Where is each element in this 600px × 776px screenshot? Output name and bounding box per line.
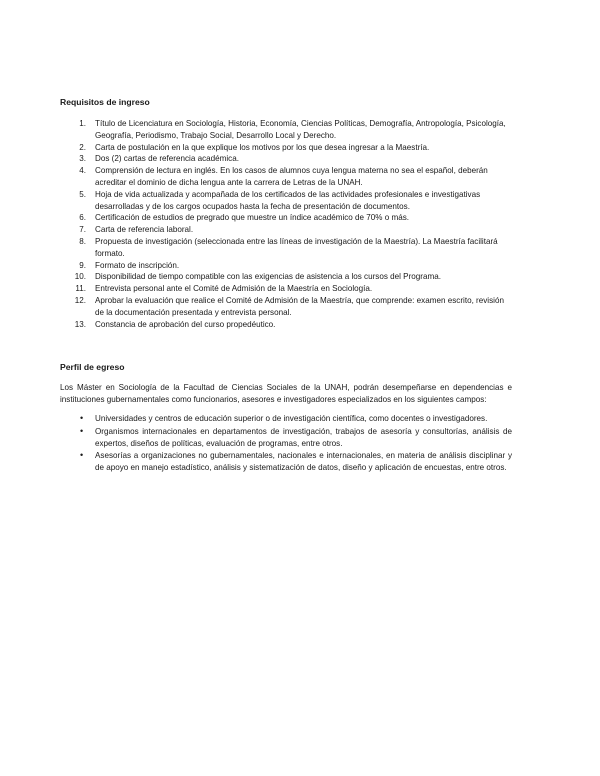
item-number: 5. [79, 189, 86, 199]
item-number: 8. [79, 236, 86, 246]
item-number: 11. [75, 284, 86, 294]
item-text: Organismos internacionales en departamentos de investigación, trabajos de asesoría y consultorías, análisis de expertos, diseños de políticas, evaluación de programas, entre otros. [95, 426, 512, 448]
item-text: Dos (2) cartas de referencia académica. [95, 154, 239, 164]
item-text: Propuesta de investigación (seleccionada entre las líneas de investigación de la Maestría). La Maestría facilitará formato. [95, 236, 498, 258]
document-page [60, 96, 512, 475]
list-item [60, 413, 512, 425]
item-text: Carta de postulación en la que explique los motivos por los que desea ingresar a la Maestría. [95, 142, 430, 152]
list-item [60, 118, 512, 142]
item-number: 6. [79, 213, 86, 223]
list-item [60, 295, 512, 319]
item-number: 12. [74, 295, 86, 305]
bullet-icon: • [80, 425, 84, 436]
list-item [60, 283, 512, 295]
requisitos-list [60, 118, 512, 330]
item-text: Disponibilidad de tiempo compatible con las exigencias de asistencia a los cursos del Programa. [95, 272, 441, 282]
list-item [60, 450, 512, 474]
item-number: 3. [79, 154, 86, 164]
item-number: 10. [74, 272, 86, 282]
item-text: Formato de inscripción. [95, 260, 180, 270]
list-item [60, 153, 512, 165]
item-text: Carta de referencia laboral. [95, 225, 194, 235]
item-text: Comprensión de lectura en inglés. En los casos de alumnos cuya lengua materna no sea el español, deberán acreditar el dominio de dicha lengua ante la carrera de Letras de la UNAH. [95, 166, 488, 187]
item-number: 4. [79, 166, 86, 176]
perfil-intro: Los Máster en Sociología de la Facultad de Ciencias Sociales de la UNAH, podrán desempeñarse en dependencias e instituciones gubernamentales como funcionarios, asesores e investigadores especializados en los siguientes campos: [60, 383, 512, 405]
item-number: 9. [79, 260, 86, 270]
list-item [60, 142, 512, 154]
item-text: Aprobar la evaluación que realice el Comité de Admisión de la Maestría, que comprende: examen escrito, revisión de la documentación presentada y entrevista personal. [95, 295, 504, 317]
bullet-icon: • [80, 412, 84, 423]
list-item [60, 189, 512, 213]
item-number: 2. [79, 142, 86, 152]
item-text: Asesorías a organizaciones no gubernamentales, nacionales e internacionales, en materia de análisis disciplinar y de apoyo en manejo estadístico, análisis y sistematización de datos, diseño y aplicación de encuestas, entre otros. [95, 451, 512, 473]
list-item [60, 212, 512, 224]
perfil-heading: Perfil de egreso [60, 362, 125, 373]
perfil-list [60, 413, 512, 474]
list-item [60, 224, 512, 236]
item-text: Título de Licenciatura en Sociología, Historia, Economía, Ciencias Políticas, Demografía, Antropología, Psicología, Geografía, Periodismo, Trabajo Social, Desarrollo Local y Derecho. [95, 119, 506, 140]
item-text: Entrevista personal ante el Comité de Admisión de la Maestría en Sociología. [95, 284, 373, 294]
list-item [60, 426, 512, 450]
requisitos-heading: Requisitos de ingreso [60, 97, 150, 107]
list-item [60, 165, 512, 189]
item-text: Universidades y centros de educación superior o de investigación científica, como docentes o investigadores. [95, 413, 488, 423]
list-item [60, 319, 512, 331]
item-text: Constancia de aprobación del curso propedéutico. [95, 319, 276, 329]
item-number: 7. [79, 225, 86, 235]
list-item [60, 271, 512, 283]
item-text: Hoja de vida actualizada y acompañada de los certificados de las actividades profesionales e investigativas desarrolladas y de los cargos ocupados hasta la fecha de presentación de documentos. [95, 189, 481, 211]
bullet-icon: • [80, 450, 84, 461]
list-item [60, 260, 512, 272]
item-number: 1. [79, 119, 86, 128]
item-number: 13. [74, 319, 86, 329]
list-item [60, 236, 512, 260]
item-text: Certificación de estudios de pregrado que muestre un índice académico de 70% o más. [95, 213, 410, 223]
